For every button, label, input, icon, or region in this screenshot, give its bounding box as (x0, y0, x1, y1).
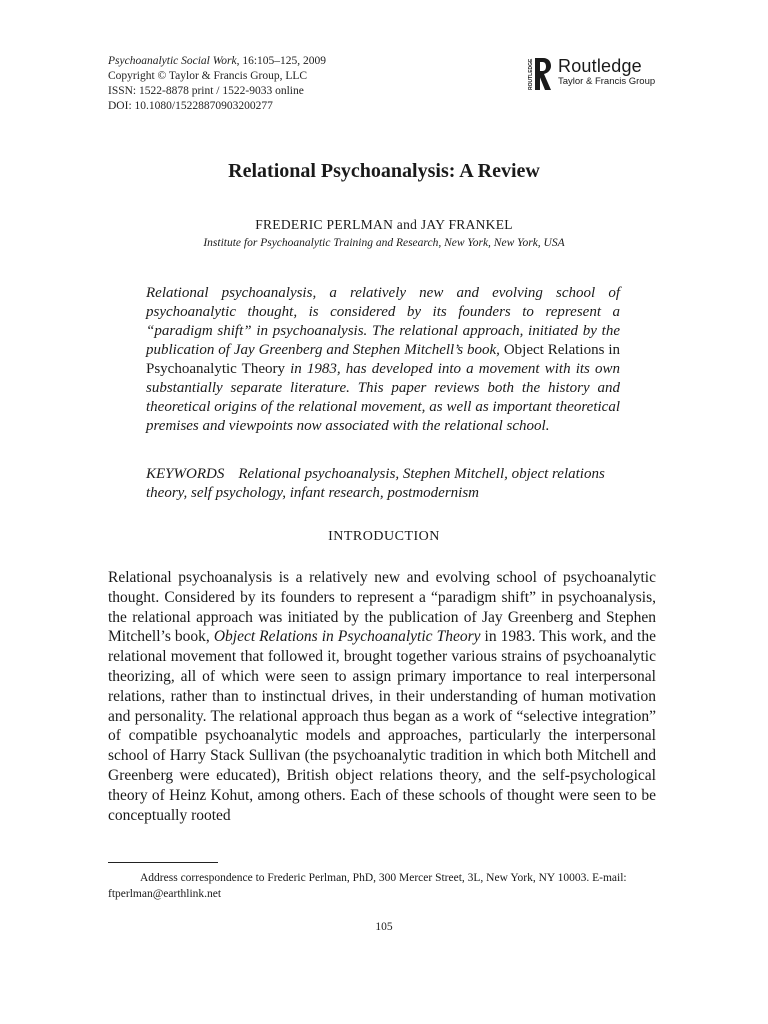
copyright-line: Copyright © Taylor & Francis Group, LLC (108, 70, 308, 82)
journal-name: Psychoanalytic Social Work (108, 55, 237, 67)
section-heading: INTRODUCTION (328, 529, 440, 544)
body-text-1: Relational psychoanalysis is a relatively new and evolving school of psychoanalytic thought. Considered by its founders to represent a “paradigm shift” in psychoanalysis, the relational approach was initiated by the publication of Jay Greenberg and Stephen Mitchell’s book, (108, 569, 656, 646)
body-paragraph (108, 568, 656, 825)
journal-citation-line (108, 54, 326, 69)
keywords (146, 465, 620, 503)
abstract-text-2: in 1983, has developed into a movement with its own substantially separate literature. This paper reviews both the history and theoretical origins of the relational movement, as well as important theoretical premises and viewpoints now associated with the relational school. (146, 361, 621, 434)
abstract (146, 284, 620, 436)
journal-citation: , 16:105–125, 2009 (236, 55, 327, 67)
author-affiliation: Institute for Psychoanalytic Training and Research, New York, New York, USA (203, 237, 565, 249)
footnote-rule (108, 862, 218, 863)
article-title: Relational Psychoanalysis: A Review (228, 160, 540, 182)
routledge-r-icon (526, 56, 552, 92)
abstract-text-1: Relational psychoanalysis, a relatively new and evolving school of psychoanalytic thought, is considered by its founders to represent a “paradigm shift” in psychoanalysis. The relational approach, initiated by the publication of Jay Greenberg and Stephen Mitchell’s book, (146, 285, 620, 358)
issn-line: ISSN: 1522-8878 print / 1522-9033 online (108, 85, 304, 97)
publisher-name: Routledge (558, 56, 642, 76)
body-text-2: in 1983. This work, and the relational movement that followed it, brought together various strains of psychoanalytic theorizing, all of which were seen to assign primary importance to real interpersonal relations, rather than to instinctual drives, in their understanding of human motivation and personality. The relational approach thus began as a work of “selective integration” of compatible psychoanalytic models and approaches, particularly the interpersonal school of Harry Stack Sullivan (the psychoanalytic tradition in which both Mitchell and Greenberg were educated), British object relations theory, and the self-psychological theory of Heinz Kohut, among others. Each of these schools of thought were seen to be conceptually rooted (108, 628, 656, 824)
page-number: 105 (375, 921, 393, 933)
doi-line: DOI: 10.1080/15228870903200277 (108, 100, 273, 112)
abstract-book-title: Object Relations in Psychoanalytic Theory (146, 342, 621, 377)
body-book-title: Object Relations in Psychoanalytic Theory (213, 628, 481, 646)
publisher-logo (526, 56, 655, 92)
footnote: Address correspondence to Frederic Perlman, PhD, 300 Mercer Street, 3L, New York, NY 10003. E-mail: ftperlman@earthlink.net (108, 872, 627, 900)
publisher-side-text: ROUTLEDGE (528, 58, 534, 90)
journal-metadata (108, 54, 326, 114)
publisher-group: Taylor & Francis Group (558, 76, 656, 87)
keywords-text: Relational psychoanalysis, Stephen Mitchell, object relations theory, self psychology, infant research, postmodernism (146, 466, 605, 501)
article-authors: FREDERIC PERLMAN and JAY FRANKEL (255, 217, 513, 232)
keywords-label: KEYWORDS (146, 466, 225, 482)
